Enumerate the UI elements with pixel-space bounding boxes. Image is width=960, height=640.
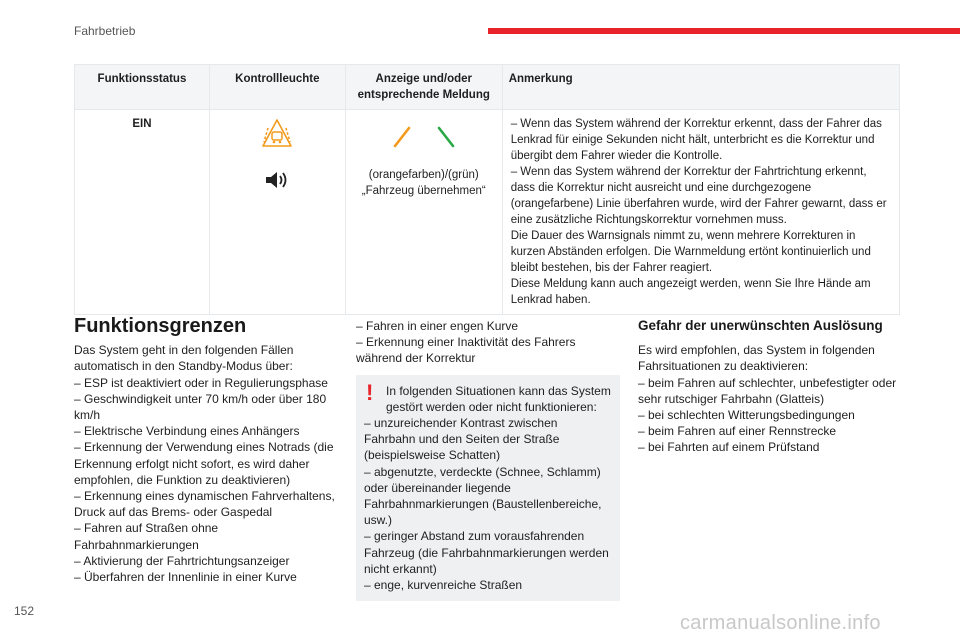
column-header: Kontrollleuchte (209, 65, 345, 110)
warning-note (356, 375, 620, 602)
column-right (638, 318, 900, 456)
watermark: carmanualsonline.info (680, 612, 881, 634)
remark-paragraph: Die Dauer des Warnsignals nimmt zu, wenn mehrere Korrekturen in kurzen Abständen erfolgen. Die Warnmeldung ertönt kontinuierlich und bleibt bestehen, bis der Fahrer reagiert. (510, 230, 871, 274)
list-item: – beim Fahren auf schlechter, unbefestigter oder sehr rutschiger Fahrbahn (Glatteis) (638, 375, 897, 406)
list-item: – unzureichender Kontrast zwischen Fahrbahn und den Seiten der Straße (beispielsweise Schatten) (364, 416, 560, 463)
warning-icon: ! (366, 379, 374, 405)
speaker-icon (264, 169, 290, 196)
display-message-text: „Fahrzeug übernehmen“ (361, 185, 486, 197)
subsection-heading: Gefahr der unerwünschten Auslösung (638, 318, 883, 333)
page-number: 152 (14, 604, 35, 618)
remark-cell (502, 110, 899, 315)
column-left (74, 315, 336, 585)
function-status-table (74, 64, 900, 315)
list-item: – Aktivierung der Fahrtrichtungsanzeiger (74, 553, 290, 568)
section-heading: Funktionsgrenzen (74, 315, 247, 337)
list-item: – Erkennung einer Inaktivität des Fahrers während der Korrektur (356, 335, 576, 366)
list-item: – beim Fahren auf einer Rennstrecke (638, 424, 837, 439)
list-item: – bei schlechten Witterungsbedingungen (638, 408, 855, 423)
list-item: – Fahren auf Straßen ohne Fahrbahnmarkierungen (74, 521, 219, 552)
remark-paragraph: Diese Meldung kann auch angezeigt werden, wenn Sie Ihre Hände am Lenkrad haben. (510, 278, 871, 306)
status-cell: EIN (75, 110, 210, 315)
list-item: – Fahren in einer engen Kurve (356, 319, 519, 333)
section-title: Fahrbetrieb (74, 24, 136, 38)
note-intro: In folgenden Situationen kann das System gestört werden oder nicht funktionieren: (386, 383, 611, 414)
list-item: – geringer Abstand zum vorausfahrenden Fahrzeug (die Fahrbahnmarkierungen werden nicht erkannt) (364, 529, 609, 576)
column-middle (356, 318, 620, 601)
paragraph-line: Das System geht in den folgenden Fällen automatisch in den Standby-Modus über: (74, 343, 294, 374)
list-item: – enge, kurvenreiche Straßen (364, 578, 523, 593)
display-color-text: (orangefarben)/(grün) (368, 169, 479, 181)
column-header: Anmerkung (502, 65, 899, 110)
list-item: – abgenutzte, verdeckte (Schnee, Schlamm) oder übereinander liegende Fahrbahnmarkierungen (Baustellenbereiche, usw.) (364, 464, 602, 528)
green-line-icon (436, 126, 456, 153)
list-item: – Erkennung der Verwendung eines Notrads (die Erkennung erfolgt nicht sofort, es wird daher empfohlen, die Funktion zu deaktivieren) (74, 440, 334, 487)
list-item: – Geschwindigkeit unter 70 km/h oder über 180 km/h (74, 391, 327, 423)
list-item: – Elektrische Verbindung eines Anhängers (74, 424, 300, 439)
paragraph-line: Es wird empfohlen, das System in folgenden Fahrsituationen zu deaktivieren: (638, 343, 875, 374)
column-header: Anzeige und/oder entsprechende Meldung (345, 65, 502, 110)
orange-line-icon (392, 126, 412, 153)
table-header-row (75, 65, 900, 110)
lane-keep-warning-icon (260, 118, 294, 155)
table-row (75, 110, 900, 315)
remark-paragraph: – Wenn das System während der Korrektur erkennt, dass der Fahrer das Lenkrad für einige Sekunden nicht hält, unterbricht es die Korrektur und übergibt dem Fahrer wieder die Kontrolle. (510, 118, 882, 162)
list-item: – Überfahren der Innenlinie in einer Kurve (74, 570, 297, 585)
column-header: Funktionsstatus (75, 65, 210, 110)
list-item: – bei Fahrten auf einem Prüfstand (638, 440, 820, 455)
lamp-cell (209, 110, 345, 315)
remark-paragraph: – Wenn das System während der Korrektur der Fahrtrichtung erkennt, dass die Korrektur nicht ausreicht und eine durchgezogene (orangefarbene) Linie überfahren wurde, wird der Fahrer gewarnt, dass er eine zusätzliche Richtungskorrektur vornehmen muss. (510, 166, 887, 226)
display-cell (345, 110, 502, 315)
list-item: – Erkennung eines dynamischen Fahrverhaltens, Druck auf das Brems- oder Gaspedal (74, 489, 335, 520)
header-accent-bar (488, 28, 960, 34)
list-item: – ESP ist deaktiviert oder in Regulierungsphase (74, 375, 328, 390)
